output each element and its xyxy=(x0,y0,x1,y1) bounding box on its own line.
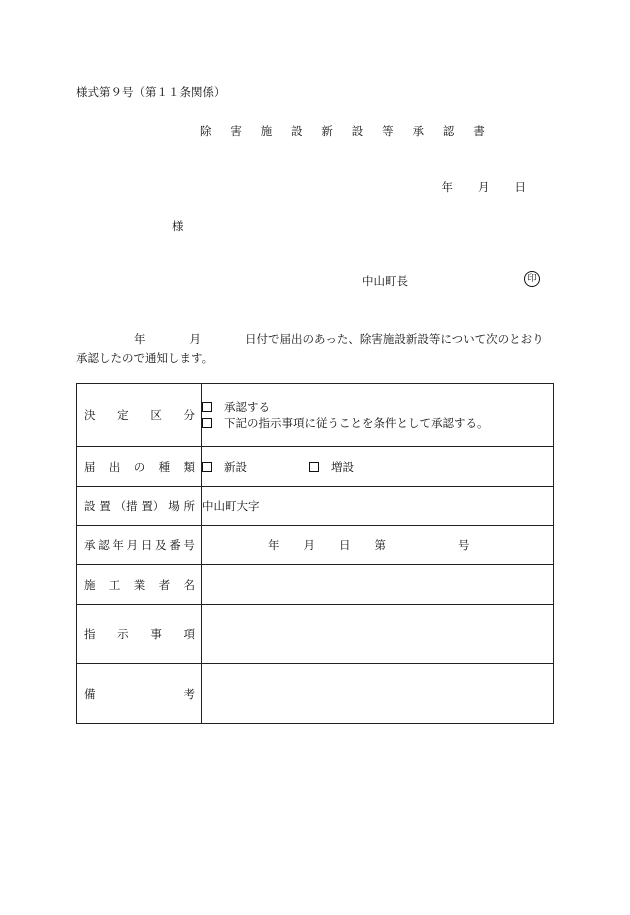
body-text xyxy=(76,330,554,368)
contractor-label: 施 工 業 者 名 xyxy=(77,565,202,605)
seal-mark: 印 xyxy=(524,271,540,287)
body-rest: 日付で届出のあった、除害施設新設等について次のとおり承認したので通知します。 xyxy=(76,332,544,365)
approval-no-prefix: 第 xyxy=(374,538,386,552)
row-approval-date-number xyxy=(77,526,554,565)
date-year-label: 年 xyxy=(441,180,453,194)
row-remarks xyxy=(77,664,554,724)
row-instructions xyxy=(77,605,554,664)
document-title: 除 害 施 設 新 設 等 承 認 書 xyxy=(200,124,493,138)
approval-month: 月 xyxy=(303,538,315,552)
remarks-label: 備 考 xyxy=(77,664,202,724)
row-notification-type xyxy=(77,447,554,487)
notification-type-label: 届 出 の 種 類 xyxy=(77,447,202,487)
location-value[interactable]: 中山町大字 xyxy=(202,487,554,526)
approval-date-number-label: 承 認 年 月 日 及 番 号 xyxy=(77,526,202,565)
notification-type-options xyxy=(202,447,554,487)
decision-options xyxy=(202,384,554,447)
addressee: 様 xyxy=(172,219,184,233)
body-year: 年 xyxy=(134,332,146,346)
date-day-label: 日 xyxy=(514,180,526,194)
checkbox-icon[interactable] xyxy=(202,462,212,472)
contractor-value[interactable] xyxy=(202,565,554,605)
approval-year: 年 xyxy=(268,538,280,552)
checkbox-icon[interactable] xyxy=(309,462,319,472)
approval-no-suffix: 号 xyxy=(458,538,470,552)
approval-date-number-value[interactable] xyxy=(202,526,554,565)
option-expand[interactable]: 増設 xyxy=(309,460,354,474)
form-number: 様式第９号（第１１条関係） xyxy=(76,85,226,99)
approval-table xyxy=(76,383,554,724)
instructions-label: 指 示 事 項 xyxy=(77,605,202,664)
remarks-value[interactable] xyxy=(202,664,554,724)
body-month: 月 xyxy=(189,332,201,346)
option-new[interactable]: 新設 xyxy=(202,460,247,474)
approval-day: 日 xyxy=(339,538,351,552)
issue-date xyxy=(442,179,527,195)
checkbox-icon[interactable] xyxy=(202,402,212,412)
issuer-name: 中山町長 xyxy=(362,274,408,288)
date-month-label: 月 xyxy=(478,180,490,194)
row-decision xyxy=(77,384,554,447)
instructions-value[interactable] xyxy=(202,605,554,664)
option-conditional-approve[interactable]: 下記の指示事項に従うことを条件として承認する。 xyxy=(202,415,553,431)
decision-label: 決 定 区 分 xyxy=(77,384,202,447)
row-contractor xyxy=(77,565,554,605)
checkbox-icon[interactable] xyxy=(202,418,212,428)
option-approve[interactable]: 承認する xyxy=(202,399,553,415)
location-label: 設 置 （措 置） 場 所 xyxy=(77,487,202,526)
row-location xyxy=(77,487,554,526)
